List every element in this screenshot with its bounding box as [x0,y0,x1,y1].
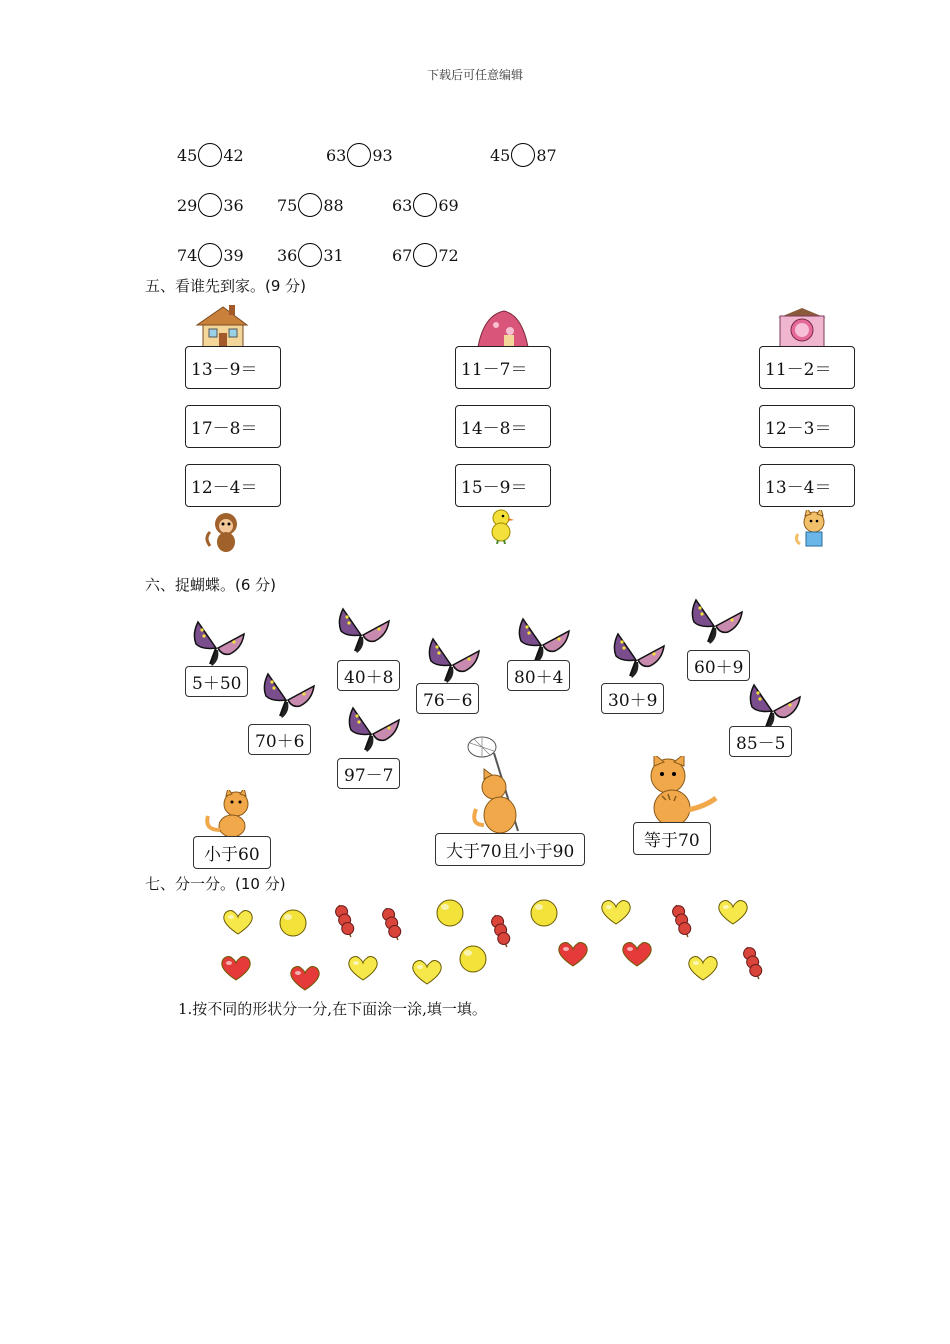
heart-icon [600,898,632,926]
butterfly-equation: 5＋50 [185,666,248,697]
left-number: 45 [490,145,511,165]
equation-box[interactable]: 12－4＝ [185,464,281,507]
right-number: 42 [223,145,244,165]
butterfly-icon [610,632,666,678]
compare-item [392,240,459,270]
left-number: 36 [277,245,298,265]
equation-box[interactable]: 12－3＝ [759,405,855,448]
right-number: 69 [438,195,459,215]
butterfly-equation: 76－6 [416,683,479,714]
left-number: 74 [177,245,198,265]
cat-large-icon [636,756,720,828]
compare-item [326,140,393,170]
skewer-icon [670,902,694,940]
instruction-text: 1.按不同的形状分一分,在下面涂一涂,填一填。 [178,1000,487,1018]
butterfly-equation: 97－7 [337,758,400,789]
left-number: 29 [177,195,198,215]
equation-box[interactable]: 11－2＝ [759,346,855,389]
heart-icon [220,954,252,982]
heart-icon [717,898,749,926]
cat-small-icon [200,790,260,838]
equation-box[interactable]: 14－8＝ [455,405,551,448]
butterfly-icon [746,683,802,729]
left-number: 67 [392,245,413,265]
compare-circle[interactable] [298,193,322,217]
butterfly-equation: 80＋4 [507,660,570,691]
page-header: 下载后可任意编辑 [426,68,523,82]
compare-circle[interactable] [298,243,322,267]
right-number: 87 [536,145,557,165]
right-number: 36 [223,195,244,215]
compare-circle[interactable] [198,193,222,217]
heart-icon [621,940,653,968]
left-number: 63 [392,195,413,215]
heart-icon [557,940,589,968]
butterfly-icon [688,598,744,644]
butterfly-equation: 70＋6 [248,724,311,755]
butterfly-icon [335,607,391,653]
compare-circle[interactable] [413,193,437,217]
equation-box[interactable]: 13－4＝ [759,464,855,507]
compare-item [177,190,244,220]
skewer-icon [380,905,404,943]
equation-box[interactable]: 11－7＝ [455,346,551,389]
right-number: 93 [372,145,393,165]
compare-item [177,240,244,270]
ball-icon [529,898,559,928]
compare-item [277,190,344,220]
skewer-icon [741,944,765,982]
left-number: 75 [277,195,298,215]
right-number: 31 [323,245,344,265]
compare-circle[interactable] [347,143,371,167]
ball-icon [278,908,308,938]
right-number: 39 [223,245,244,265]
right-number: 88 [323,195,344,215]
right-number: 72 [438,245,459,265]
heart-icon [347,954,379,982]
mushroom-house-icon [474,309,530,347]
compare-item [177,140,244,170]
chick-icon [486,508,516,544]
section5-title: 五、看谁先到家。(9 分) [145,277,307,295]
section6-title: 六、捉蝴蝶。(6 分) [145,576,277,594]
butterfly-equation: 60＋9 [687,650,750,681]
ball-icon [435,898,465,928]
house-icon [195,303,249,347]
left-number: 45 [177,145,198,165]
skewer-icon [489,912,513,950]
compare-circle[interactable] [413,243,437,267]
butterfly-equation: 85－5 [729,726,792,757]
heart-icon [222,908,254,936]
compare-circle[interactable] [511,143,535,167]
compare-circle[interactable] [198,243,222,267]
butterfly-icon [345,706,401,752]
butterfly-equation: 40＋8 [337,660,400,691]
butterfly-icon [515,617,571,663]
heart-icon [289,964,321,992]
left-number: 63 [326,145,347,165]
kitten-icon [792,510,832,552]
compare-item [392,190,459,220]
compare-item [490,140,557,170]
ball-icon [458,944,488,974]
cat-label-between-70-90: 大于70且小于90 [435,833,585,866]
monkey-icon [202,510,248,554]
compare-item [277,240,344,270]
pink-house-icon [776,306,828,348]
equation-box[interactable]: 17－8＝ [185,405,281,448]
heart-icon [687,954,719,982]
heart-icon [411,958,443,986]
section7-title: 七、分一分。(10 分) [145,875,286,893]
cat-label-equal-70: 等于70 [633,822,711,855]
equation-box[interactable]: 13－9＝ [185,346,281,389]
skewer-icon [333,902,357,940]
butterfly-icon [260,672,316,718]
cat-with-net-icon [462,733,532,835]
butterfly-icon [190,620,246,666]
butterfly-equation: 30＋9 [601,683,664,714]
butterfly-icon [425,637,481,683]
cat-label-less-60: 小于60 [193,836,271,869]
equation-box[interactable]: 15－9＝ [455,464,551,507]
compare-circle[interactable] [198,143,222,167]
